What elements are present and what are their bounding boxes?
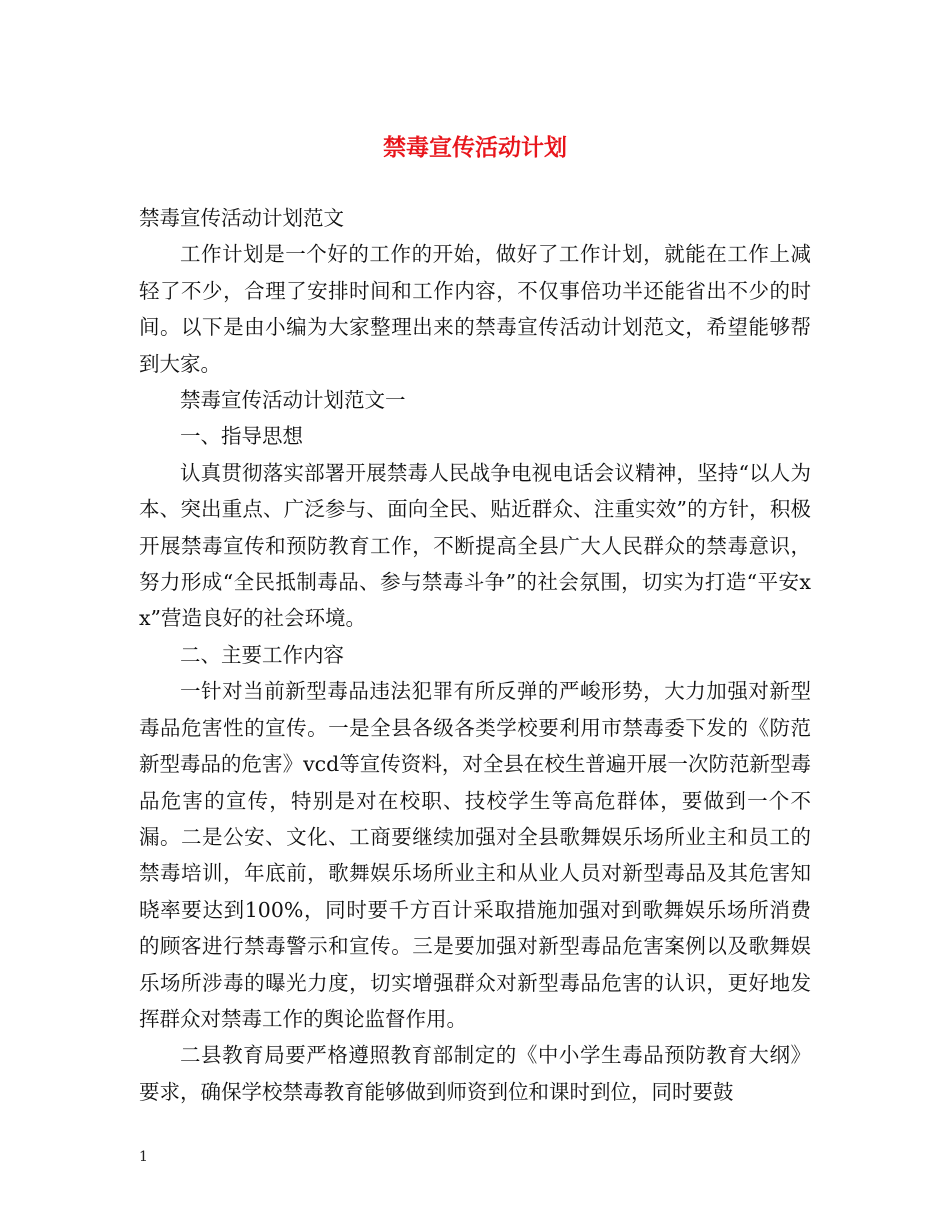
document-title: 禁毒宣传活动计划 [383,134,567,161]
paragraph: 禁毒宣传活动计划范文 [139,206,344,230]
paragraph: 二、主要工作内容 [180,642,344,667]
paragraph: 一针对当前新型毒品违法犯罪有所反弹的严峻形势，大力加强对新型毒品危害性的宣传。一是全县各级各类学校要利用市禁毒委下发的《防范新型毒品的危害》vcd等宣传资料，对全县在校生普遍开展一次防范新型毒品危害的宣传，特别是对在校职、技校学生等高危群体，要做到一个不漏。二是公安、文化、工商要继续加强对全县歌舞娱乐场所业主和员工的禁毒培训，年底前，歌舞娱乐场所业主和从业人员对新型毒品及其危害知晓率要达到100%，同时要千方百计采取措施加强对到歌舞娱乐场所消费的顾客进行禁毒警示和宣传。三是要加强对新型毒品危害案例以及歌舞娱乐场所涉毒的曝光力度，切实增强群众对新型毒品危害的认识，更好地发挥群众对禁毒工作的舆论监督作用。 [139,679,811,1031]
paragraph: 一、指导思想 [180,424,303,449]
document-body [139,200,811,1110]
paragraph: 二县教育局要严格遵照教育部制定的《中小学生毒品预防教育大纲》要求，确保学校禁毒教育能够做到师资到位和课时到位，同时要鼓 [139,1043,811,1104]
paragraph: 认真贯彻落实部署开展禁毒人民战争电视电话会议精神，坚持“以人为本、突出重点、广泛参与、面向全民、贴近群众、注重实效”的方针，积极开展禁毒宣传和预防教育工作，不断提高全县广大人民群众的禁毒意识，努力形成“全民抵制毒品、参与禁毒斗争”的社会氛围，切实为打造“平安xx”营造良好的社会环境。 [139,460,811,631]
paragraph: 禁毒宣传活动计划范文一 [180,388,406,413]
paragraph: 工作计划是一个好的工作的开始，做好了工作计划，就能在工作上减轻了不少，合理了安排时间和工作内容，不仅事倍功半还能省出不少的时间。以下是由小编为大家整理出来的禁毒宣传活动计划范文，希望能够帮到大家。 [139,242,811,376]
page-number: 1 [139,1149,148,1165]
